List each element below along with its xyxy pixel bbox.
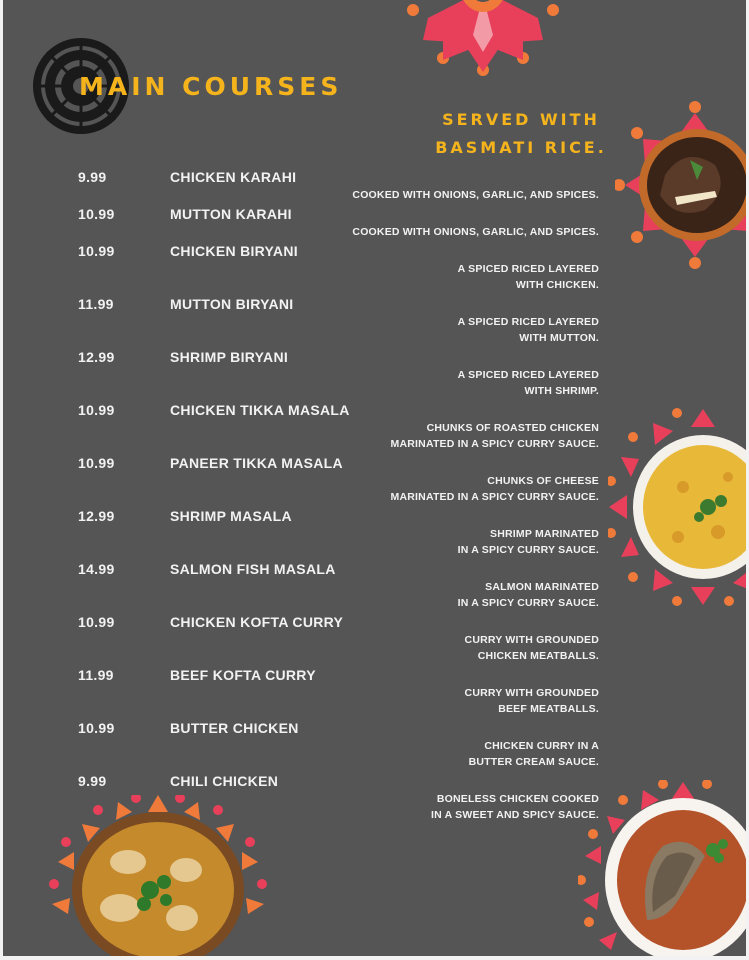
item-name: CHICKEN KOFTA CURRY bbox=[170, 614, 344, 630]
item-price: 9.99 bbox=[78, 169, 107, 185]
item-price: 10.99 bbox=[78, 206, 115, 222]
curry-bowl-image bbox=[48, 795, 268, 956]
item-price: 10.99 bbox=[78, 243, 115, 259]
karahi-bowl-image bbox=[615, 100, 746, 270]
item-name: CHICKEN BIRYANI bbox=[170, 243, 298, 259]
item-price: 14.99 bbox=[78, 561, 115, 577]
item-name: CHILI CHICKEN bbox=[170, 773, 279, 789]
item-price: 10.99 bbox=[78, 614, 115, 630]
item-description: SHRIMP MARINATED IN A SPICY CURRY SAUCE. bbox=[457, 528, 599, 556]
fish-masala-plate-image bbox=[578, 780, 746, 956]
item-name: PANEER TIKKA MASALA bbox=[170, 455, 343, 471]
item-price: 12.99 bbox=[78, 508, 115, 524]
biryani-plate-image bbox=[608, 405, 746, 610]
item-description: CHUNKS OF ROASTED CHICKEN MARINATED IN A SPICY CURRY SAUCE. bbox=[390, 422, 599, 450]
item-name: SALMON FISH MASALA bbox=[170, 561, 336, 577]
item-name: CHICKEN KARAHI bbox=[170, 169, 297, 185]
item-name: MUTTON KARAHI bbox=[170, 206, 292, 222]
item-description: CHICKEN CURRY IN A BUTTER CREAM SAUCE. bbox=[468, 740, 599, 768]
item-price: 11.99 bbox=[78, 667, 114, 683]
item-name: BUTTER CHICKEN bbox=[170, 720, 299, 736]
item-price: 10.99 bbox=[78, 455, 115, 471]
menu-page bbox=[3, 0, 746, 956]
item-description: A SPICED RICED LAYERED WITH CHICKEN. bbox=[457, 263, 599, 291]
item-price: 10.99 bbox=[78, 720, 115, 736]
item-price: 11.99 bbox=[78, 296, 114, 312]
item-name: BEEF KOFTA CURRY bbox=[170, 667, 316, 683]
item-description: CHUNKS OF CHEESE MARINATED IN A SPICY CURRY SAUCE. bbox=[390, 475, 599, 503]
item-description: A SPICED RICED LAYERED WITH SHRIMP. bbox=[457, 369, 599, 397]
item-description: CURRY WITH GROUNDED BEEF MEATBALLS. bbox=[464, 687, 599, 715]
item-description: COOKED WITH ONIONS, GARLIC, AND SPICES. bbox=[352, 226, 599, 238]
served-with-note bbox=[421, 106, 621, 162]
item-description: SALMON MARINATED IN A SPICY CURRY SAUCE. bbox=[457, 581, 599, 609]
item-price: 10.99 bbox=[78, 402, 115, 418]
item-description: COOKED WITH ONIONS, GARLIC, AND SPICES. bbox=[352, 189, 599, 201]
item-price: 9.99 bbox=[78, 773, 107, 789]
top-mandala-ornament bbox=[398, 0, 568, 80]
item-description: A SPICED RICED LAYERED WITH MUTTON. bbox=[457, 316, 599, 344]
served-line-2: BASMATI RICE. bbox=[435, 138, 607, 157]
item-description: CURRY WITH GROUNDED CHICKEN MEATBALLS. bbox=[464, 634, 599, 662]
served-line-1: SERVED WITH bbox=[442, 110, 600, 129]
item-price: 12.99 bbox=[78, 349, 115, 365]
page-title: MAIN COURSES bbox=[79, 72, 343, 101]
item-name: CHICKEN TIKKA MASALA bbox=[170, 402, 350, 418]
item-name: SHRIMP BIRYANI bbox=[170, 349, 289, 365]
item-description: BONELESS CHICKEN COOKED IN A SWEET AND SPICY SAUCE. bbox=[431, 793, 599, 821]
item-name: MUTTON BIRYANI bbox=[170, 296, 294, 312]
item-name: SHRIMP MASALA bbox=[170, 508, 292, 524]
